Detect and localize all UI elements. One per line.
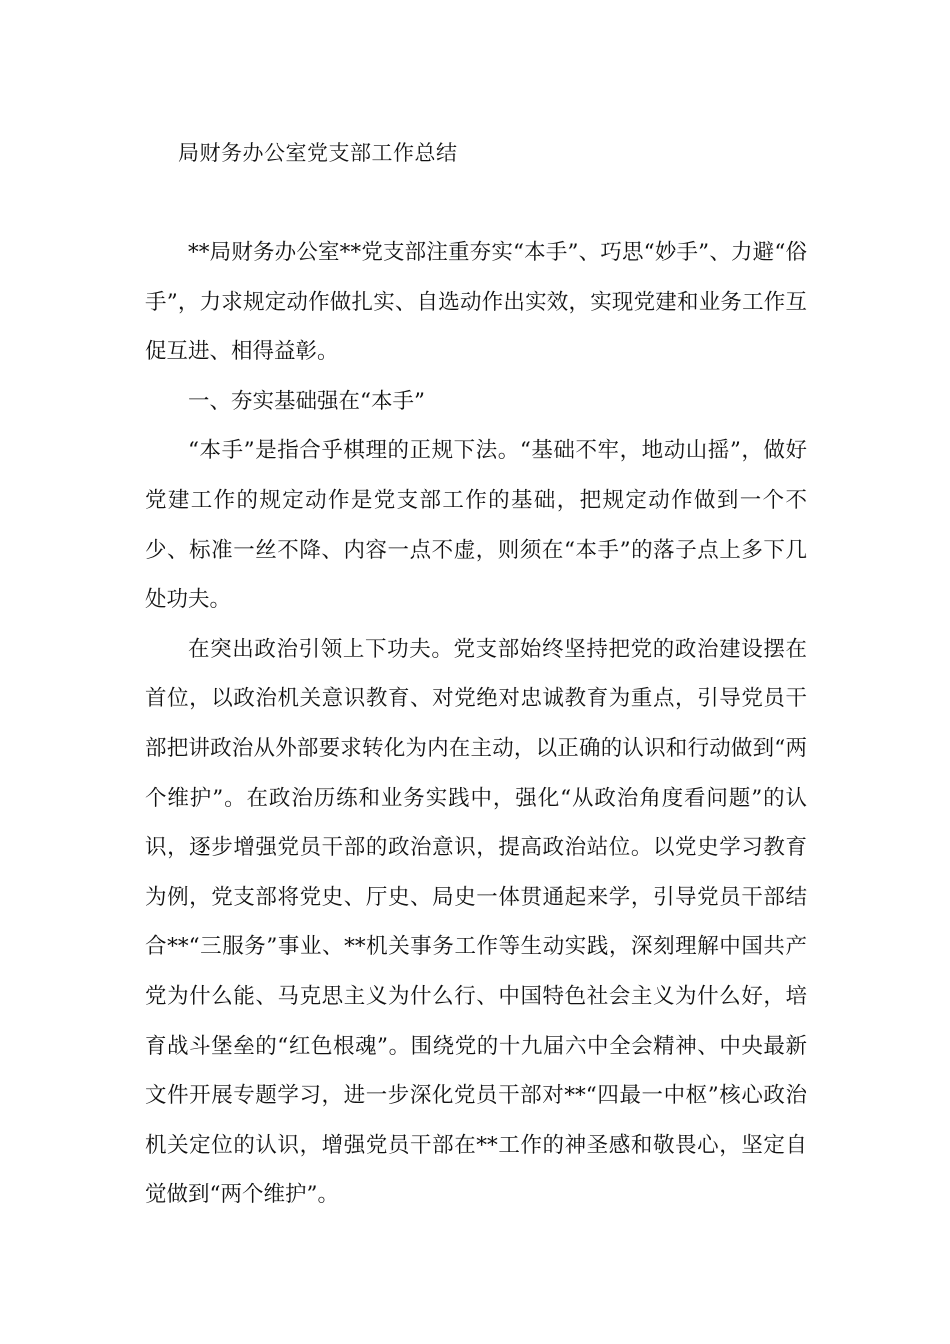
section-1-paragraph: “本手”是指合乎棋理的正规下法。“基础不牢，地动山摇”，做好党建工作的规定动作是党支部工作的基础，把规定动作做到一个不少、标准一丝不降、内容一点不虚，则须在“本手”的落子点上多下几处功夫。 — [145, 438, 807, 613]
document-body — [145, 228, 807, 1220]
intro-paragraph: **局财务办公室**党支部注重夯实“本手”、巧思“妙手”、力避“俗手”，力求规定动作做扎实、自选动作出实效，实现党建和业务工作互促互进、相得益彰。 — [145, 240, 807, 365]
political-guidance-paragraph: 在突出政治引领上下功夫。党支部始终坚持把党的政治建设摆在首位，以政治机关意识教育、对党绝对忠诚教育为重点，引导党员干部把讲政治从外部要求转化为内在主动，以正确的认识和行动做到“两个维护”。在政治历练和业务实践中，强化“从政治角度看问题”的认识，逐步增强党员干部的政治意识，提高政治站位。以党史学习教育为例，党支部将党史、厅史、局史一体贯通起来学，引导党员干部结合**“三服务”事业、**机关事务工作等生动实践，深刻理解中国共产党为什么能、马克思主义为什么行、中国特色社会主义为什么好，培育战斗堡垒的“红色根魂”。围绕党的十九届六中全会精神、中央最新文件开展专题学习，进一步深化党员干部对**“四最一中枢”核心政治机关定位的认识，增强党员干部在**工作的神圣感和敬畏心，坚定自觉做到“两个维护”。 — [145, 636, 807, 1208]
document-title: 局财务办公室党支部工作总结 — [178, 141, 458, 165]
section-heading-1: 一、夯实基础强在“本手” — [188, 388, 425, 414]
